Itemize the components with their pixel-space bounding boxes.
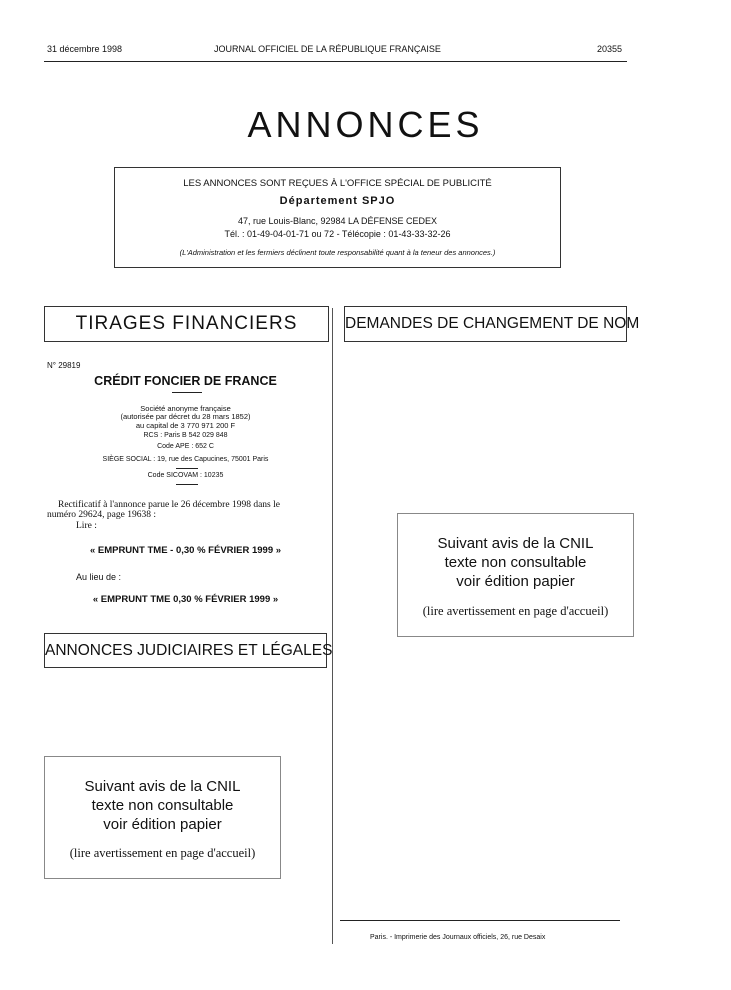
notice-body: Rectificatif à l'annonce parue le 26 décembre 1998 dans le xyxy=(58,500,280,510)
info-box xyxy=(114,167,561,268)
notice-body: numéro 29624, page 19638 : xyxy=(47,510,156,520)
info-line: LES ANNONCES SONT REÇUES À L'OFFICE SPÉCIAL DE PUBLICITÉ xyxy=(183,178,492,189)
section-header-judiciaires xyxy=(44,633,333,668)
notice-detail: (autorisée par décret du 28 mars 1852) xyxy=(120,412,251,421)
page-title: ANNONCES xyxy=(247,104,484,145)
notice-detail: au capital de 3 770 971 200 F xyxy=(135,421,236,430)
notice-detail: Code APE : 652 C xyxy=(157,443,214,450)
cnil-line: Suivant avis de la CNIL xyxy=(84,778,241,795)
header-rule xyxy=(44,61,627,62)
cnil-line: voir édition papier xyxy=(456,573,575,590)
section-title-judiciaires: ANNONCES JUDICIAIRES ET LÉGALES xyxy=(45,642,333,659)
cnil-line: Suivant avis de la CNIL xyxy=(437,535,594,552)
company-underline xyxy=(172,392,202,393)
cnil-line: texte non consultable xyxy=(91,797,234,814)
notice-detail: RCS : Paris B 542 029 848 xyxy=(143,432,228,439)
section-header-demandes xyxy=(344,306,640,342)
column-divider xyxy=(332,308,333,944)
notice-detail: SIÈGE SOCIAL : 19, rue des Capucines, 75001 Paris xyxy=(102,456,269,463)
detail-separator xyxy=(176,468,198,469)
section-title-tirages: TIRAGES FINANCIERS xyxy=(75,313,298,334)
info-phone: Tél. : 01-49-04-01-71 ou 72 - Télécopie : 01-43-33-32-26 xyxy=(224,229,451,239)
notice-emprunt-new: « EMPRUNT TME - 0,30 % FÉVRIER 1999 » xyxy=(89,545,282,556)
cnil-line: voir édition papier xyxy=(103,816,222,833)
cnil-notice-box xyxy=(44,756,281,879)
footer-printer: Paris. - Imprimerie des Journaux officiels, 26, rue Desaix xyxy=(370,934,546,941)
cnil-notice-box xyxy=(397,513,634,637)
section-header-tirages xyxy=(44,306,329,342)
header-date: 31 décembre 1998 xyxy=(47,44,123,54)
info-department: Département SPJO xyxy=(279,195,396,207)
cnil-note: (lire avertissement en page d'accueil) xyxy=(422,604,609,618)
notice-company: CRÉDIT FONCIER DE FRANCE xyxy=(94,374,277,388)
info-address: 47, rue Louis-Blanc, 92984 LA DÉFENSE CEDEX xyxy=(237,216,438,226)
notice-au-lieu-label: Au lieu de : xyxy=(76,572,122,582)
cnil-line: texte non consultable xyxy=(444,554,587,571)
footer-rule xyxy=(340,920,620,921)
notice-detail: Société anonyme française xyxy=(140,404,231,413)
notice-emprunt-old: « EMPRUNT TME 0,30 % FÉVRIER 1999 » xyxy=(92,594,279,605)
notice-lire-label: Lire : xyxy=(76,521,97,531)
info-disclaimer: (L'Administration et les fermiers déclinent toute responsabilité quant à la teneur des annonces.) xyxy=(179,248,496,257)
section-title-demandes: DEMANDES DE CHANGEMENT DE NOM xyxy=(345,315,640,332)
notice-detail: Code SICOVAM : 10235 xyxy=(147,472,224,479)
header-page-number: 20355 xyxy=(597,44,623,54)
notice-number: N° 29819 xyxy=(47,361,81,370)
header-journal-title: JOURNAL OFFICIEL DE LA RÉPUBLIQUE FRANÇAISE xyxy=(214,44,441,54)
cnil-note: (lire avertissement en page d'accueil) xyxy=(69,846,256,860)
detail-separator xyxy=(176,484,198,485)
